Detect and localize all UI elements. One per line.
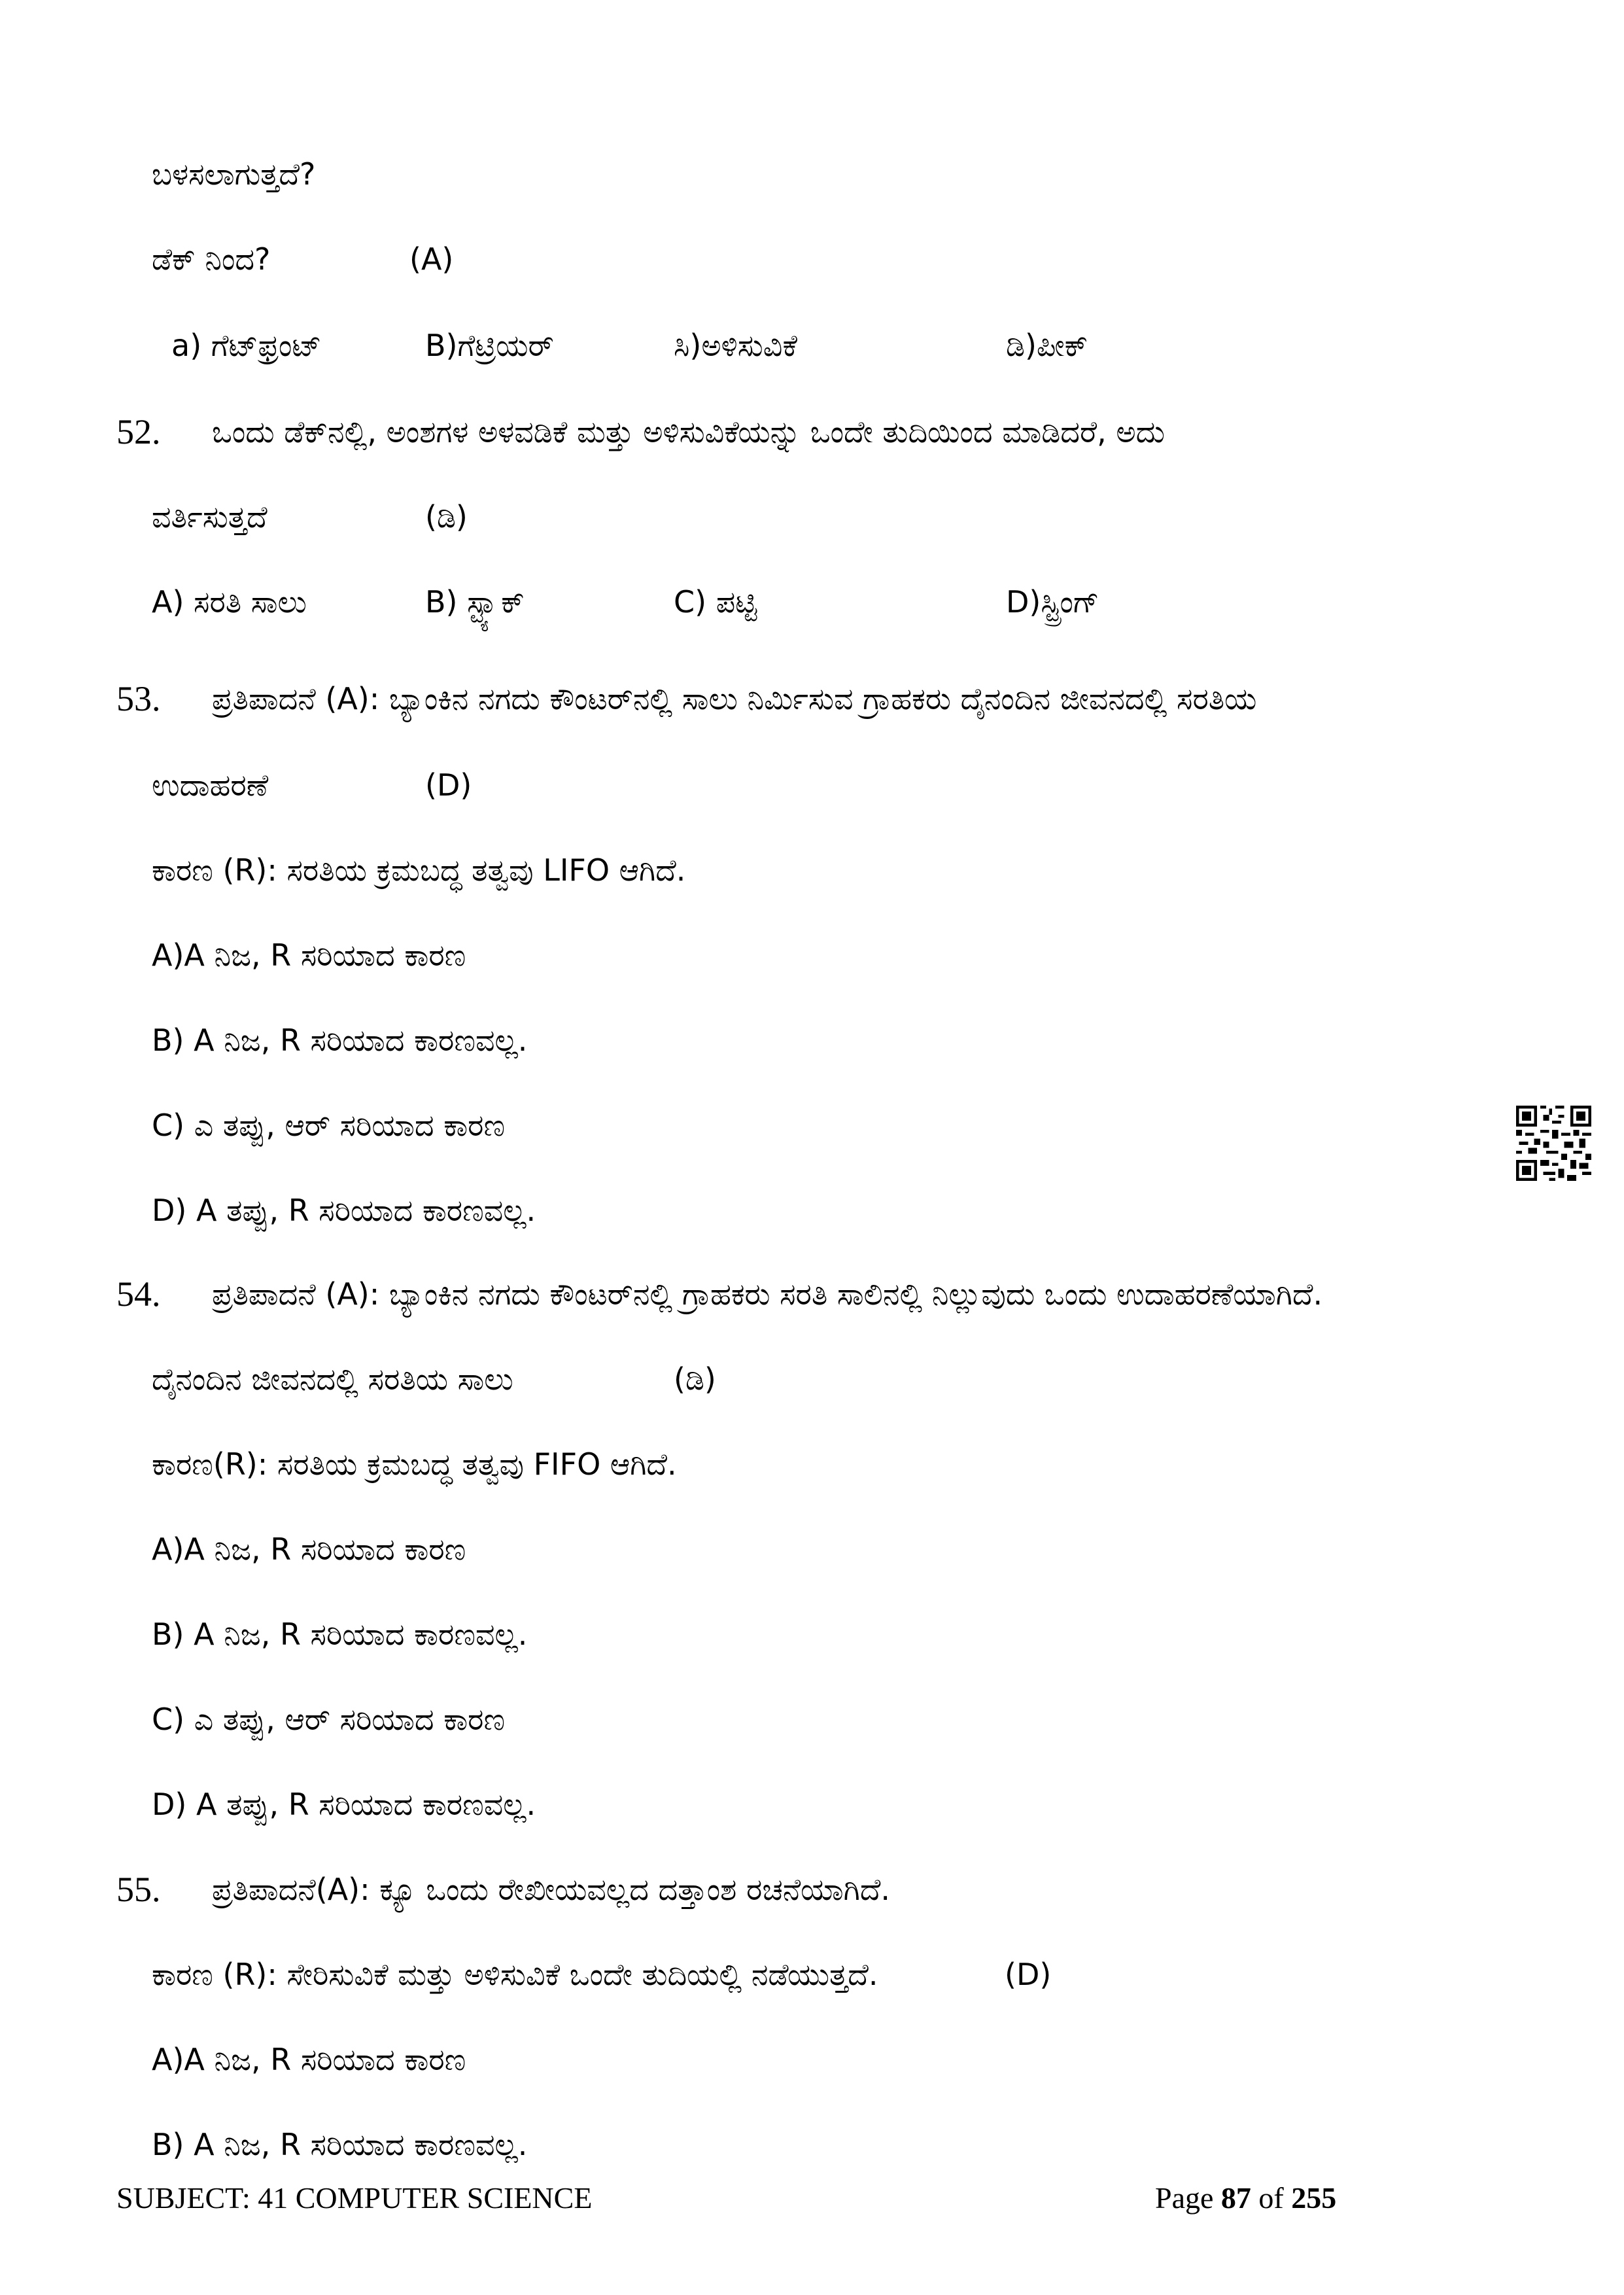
q54-text: ಪ್ರತಿಪಾದನೆ (A): ಬ್ಯಾಂಕಿನ ನಗದು ಕೌಂಟರ್‌ನಲ್ಲಿ ಗ್ರಾಹಕರು ಸರತಿ ಸಾಲಿನಲ್ಲಿ ನಿಲ್ಲುವುದು ಒಂದು ಉದಾಹರಣೆಯಾಗಿದೆ. xyxy=(212,1276,1323,1312)
q51-option-a: a) ಗೆಟ್‌ಫ್ರಂಟ್ xyxy=(171,328,322,363)
q52-text: ಒಂದು ಡೆಕ್‌ನಲ್ಲಿ, ಅಂಶಗಳ ಅಳವಡಿಕೆ ಮತ್ತು ಅಳಿಸುವಿಕೆಯನ್ನು ಒಂದೇ ತುದಿಯಿಂದ ಮಾಡಿದರೆ, ಅದು xyxy=(212,414,1166,449)
q55-number: 55. xyxy=(116,1870,161,1909)
q51-option-b: B)ಗೆಟ್ರಿಯರ್ xyxy=(425,328,554,363)
q54-text-cont: ದೈನಂದಿನ ಜೀವನದಲ್ಲಿ ಸರತಿಯ ಸಾಲು xyxy=(152,1361,513,1397)
q54-option-d: D) A ತಪ್ಪು, R ಸರಿಯಾದ ಕಾರಣವಲ್ಲ. xyxy=(152,1787,536,1822)
q53-text-cont: ಉದಾಹರಣೆ xyxy=(152,767,269,803)
page-label: Page xyxy=(1155,2181,1221,2215)
footer-page-number xyxy=(1155,2180,1336,2216)
q55-reason: ಕಾರಣ (R): ಸೇರಿಸುವಿಕೆ ಮತ್ತು ಅಳಿಸುವಿಕೆ ಒಂದೇ ತುದಿಯಲ್ಲಿ ನಡೆಯುತ್ತದೆ. xyxy=(152,1957,878,1992)
q52-option-d: D)ಸ್ಟ್ರಿಂಗ್ xyxy=(1006,584,1099,620)
q54-reason: ಕಾರಣ(R): ಸರತಿಯ ಕ್ರಮಬದ್ಧ ತತ್ವವು FIFO ಆಗಿದೆ. xyxy=(152,1446,677,1482)
q53-option-c: C) ಎ ತಪ್ಪು, ಆರ್ ಸರಿಯಾದ ಕಾರಣ xyxy=(152,1108,506,1143)
q55-answer: (D) xyxy=(1005,1957,1052,1992)
q54-option-a: A)A ನಿಜ, R ಸರಿಯಾದ ಕಾರಣ xyxy=(152,1532,466,1567)
q51-answer: (A) xyxy=(409,241,454,277)
q52-option-a: A) ಸರತಿ ಸಾಲು xyxy=(152,584,307,620)
q51-text: ಡೆಕ್ ನಿಂದ? xyxy=(152,241,271,277)
q53-option-d: D) A ತಪ್ಪು, R ಸರಿಯಾದ ಕಾರಣವಲ್ಲ. xyxy=(152,1193,536,1228)
q54-option-c: C) ಎ ತಪ್ಪು, ಆರ್ ಸರಿಯಾದ ಕಾರಣ xyxy=(152,1702,506,1737)
q55-option-a: A)A ನಿಜ, R ಸರಿಯಾದ ಕಾರಣ xyxy=(152,2042,466,2077)
q54-number: 54. xyxy=(116,1274,161,1314)
q51-continuation: ಬಳಸಲಾಗುತ್ತದೆ? xyxy=(152,156,316,192)
q53-text: ಪ್ರತಿಪಾದನೆ (A): ಬ್ಯಾಂಕಿನ ನಗದು ಕೌಂಟರ್‌ನಲ್ಲಿ ಸಾಲು ನಿರ್ಮಿಸುವ ಗ್ರಾಹಕರು ದೈನಂದಿನ ಜೀವನದಲ್ಲಿ ಸರತಿಯ xyxy=(212,681,1257,716)
q52-text-cont: ವರ್ತಿಸುತ್ತದೆ xyxy=(152,499,268,534)
q51-option-d: ಡಿ)ಪೀಕ್ xyxy=(1006,328,1088,363)
q52-option-b: B) ಸ್ಟ್ಯಾಕ್ xyxy=(425,584,525,620)
page-current: 87 xyxy=(1220,2181,1251,2215)
q52-option-c: C) ಪಟ್ಟಿ xyxy=(674,584,757,620)
q52-answer: (ಡಿ) xyxy=(425,499,468,534)
q54-answer: (ಡಿ) xyxy=(674,1361,716,1397)
qr-code-icon xyxy=(1516,1106,1591,1181)
q54-option-b: B) A ನಿಜ, R ಸರಿಯಾದ ಕಾರಣವಲ್ಲ. xyxy=(152,1617,528,1652)
q53-option-b: B) A ನಿಜ, R ಸರಿಯಾದ ಕಾರಣವಲ್ಲ. xyxy=(152,1023,528,1058)
q53-number: 53. xyxy=(116,679,161,718)
page-of: of xyxy=(1251,2181,1292,2215)
q53-reason: ಕಾರಣ (R): ಸರತಿಯ ಕ್ರಮಬದ್ಧ ತತ್ವವು LIFO ಆಗಿದೆ. xyxy=(152,852,686,888)
q55-option-b: B) A ನಿಜ, R ಸರಿಯಾದ ಕಾರಣವಲ್ಲ. xyxy=(152,2127,528,2162)
footer-subject: SUBJECT: 41 COMPUTER SCIENCE xyxy=(116,2181,593,2215)
q53-answer: (D) xyxy=(425,767,472,803)
q51-option-c: ಸಿ)ಅಳಿಸುವಿಕೆ xyxy=(674,328,798,363)
q55-text: ಪ್ರತಿಪಾದನೆ(A): ಕ್ಯೂ ಒಂದು ರೇಖೀಯವಲ್ಲದ ದತ್ತಾಂಶ ರಚನೆಯಾಗಿದೆ. xyxy=(212,1872,891,1907)
page-total: 255 xyxy=(1291,2181,1337,2215)
q53-option-a: A)A ನಿಜ, R ಸರಿಯಾದ ಕಾರಣ xyxy=(152,937,466,973)
q52-number: 52. xyxy=(116,412,161,451)
